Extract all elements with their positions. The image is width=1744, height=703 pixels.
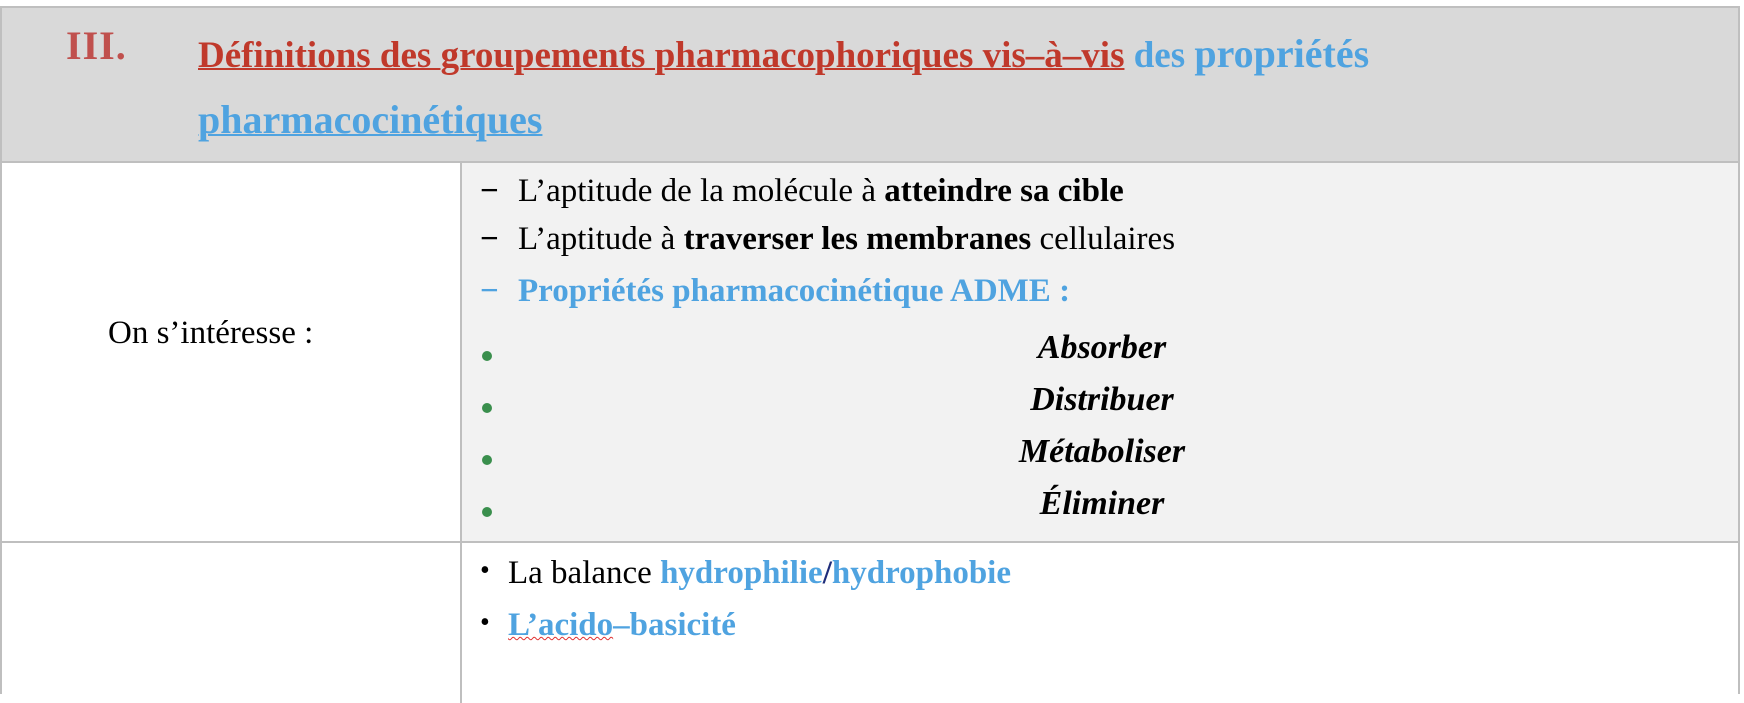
row-content-cell — [462, 163, 1738, 541]
title-blue-des: des — [1133, 35, 1186, 76]
title-red-part: Définitions des groupements pharmacophoriques vis–à–vis — [198, 35, 1125, 76]
section-title — [198, 22, 1498, 154]
bullet-icon: • — [480, 555, 490, 586]
dash-bullet: − — [480, 221, 499, 257]
line-bold: atteindre sa cible — [884, 173, 1124, 209]
title-blue-pharmacocinetiques: pharmacocinétiques — [198, 97, 543, 142]
title-blue-proprietes: propriétés — [1194, 31, 1370, 76]
section-header — [2, 8, 1738, 163]
adme-item: Métaboliser — [1018, 433, 1186, 470]
adme-item: Distribuer — [1030, 381, 1174, 418]
basicite-text: basicité — [629, 607, 736, 643]
separator: / — [822, 555, 832, 591]
content-table — [0, 6, 1740, 694]
section-number: III. — [66, 23, 127, 68]
hydrophobie-text: hydrophobie — [831, 555, 1011, 591]
acido-text: L’acido — [508, 607, 614, 643]
row-label-cell — [2, 163, 462, 541]
separator: – — [613, 607, 630, 643]
adme-heading: Propriétés pharmacocinétique ADME : — [518, 273, 1071, 309]
line-bold: traverser les membranes — [683, 221, 1032, 257]
adme-item: Absorber — [1037, 329, 1167, 366]
bullet-icon: • — [480, 607, 490, 638]
dash-bullet: − — [480, 173, 499, 209]
row-content-cell — [462, 543, 1738, 703]
line-text: L’aptitude de la molécule à — [518, 173, 885, 209]
table-row — [2, 163, 1738, 543]
line-text: cellulaires — [1031, 221, 1176, 257]
adme-item: Éliminer — [1039, 485, 1165, 522]
line-text: L’aptitude à — [518, 221, 684, 257]
table-row — [2, 543, 1738, 703]
dash-bullet: − — [480, 273, 499, 309]
row-label-cell — [2, 543, 462, 703]
row-label: On s’intéresse : — [108, 315, 314, 351]
line-text: La balance — [508, 555, 661, 591]
hydrophilie-text: hydrophilie — [660, 555, 823, 591]
